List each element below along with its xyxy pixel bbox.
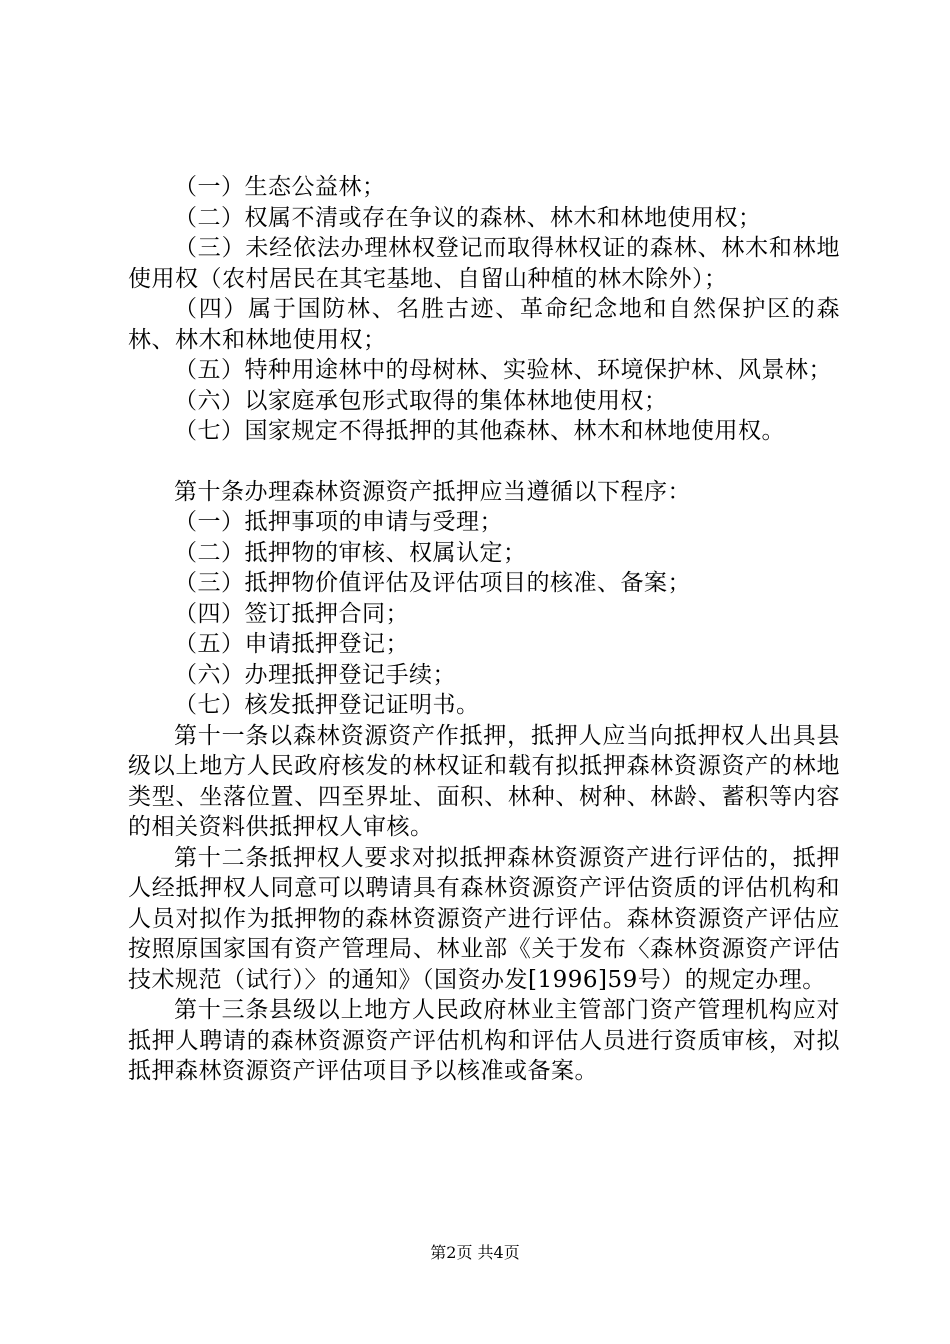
paragraph: （三）抵押物价值评估及评估项目的核准、备案； [174, 570, 691, 596]
article-12: 第十二条抵押权人要求对拟抵押森林资源资产进行评估的，抵押人经抵押权人同意可以聘请具有森林资源资产评估资质的评估机构和人员对拟作为抵押物的森林资源资产进行评估。森林资源资产评估应按照原国家国有资产管理局、林业部《关于发布〈森林资源资产评估技术规范（试行）〉的通知》（国资办发[1996]59号）的规定办理。 [128, 844, 840, 993]
paragraph: （四）属于国防林、名胜古迹、革命纪念地和自然保护区的森林、林木和林地使用权； [128, 296, 840, 353]
article-11: 第十一条以森林资源资产作抵押，抵押人应当向抵押权人出具县级以上地方人民政府核发的林权证和载有拟抵押森林资源资产的林地类型、坐落位置、四至界址、面积、林种、树种、林龄、蓄积等内容的相关资料供抵押权人审核。 [128, 722, 840, 840]
paragraph: （二）抵押物的审核、权属认定； [174, 539, 527, 566]
article-heading-10: 第十条办理森林资源资产抵押应当遵循以下程序： [174, 478, 691, 505]
paragraph: （二）权属不清或存在争议的森林、林木和林地使用权； [174, 204, 762, 231]
paragraph: （四）签订抵押合同； [174, 600, 409, 627]
paragraph: （五）特种用途林中的母树林、实验林、环境保护林、风景林； [174, 357, 832, 383]
paragraph: （七）国家规定不得抵押的其他森林、林木和林地使用权。 [174, 418, 785, 444]
document-body [128, 172, 840, 1087]
paragraph: （六）办理抵押登记手续； [174, 661, 456, 688]
page-footer: 第2页 共4页 [430, 1243, 520, 1262]
paragraph: （六）以家庭承包形式取得的集体林地使用权； [174, 387, 668, 414]
article-13: 第十三条县级以上地方人民政府林业主管部门资产管理机构应对抵押人聘请的森林资源资产评估机构和评估人员进行资质审核，对拟抵押森林资源资产评估项目予以核准或备案。 [128, 997, 840, 1084]
paragraph: （一）生态公益林； [174, 174, 386, 200]
paragraph-gap [128, 447, 840, 477]
paragraph: （五）申请抵押登记； [174, 631, 409, 657]
paragraph: （七）核发抵押登记证明书。 [174, 692, 480, 718]
paragraph: （一）抵押事项的申请与受理； [174, 509, 503, 535]
paragraph: （三）未经依法办理林权登记而取得林权证的森林、林木和林地使用权（农村居民在其宅基地、自留山种植的林木除外）； [128, 235, 840, 292]
